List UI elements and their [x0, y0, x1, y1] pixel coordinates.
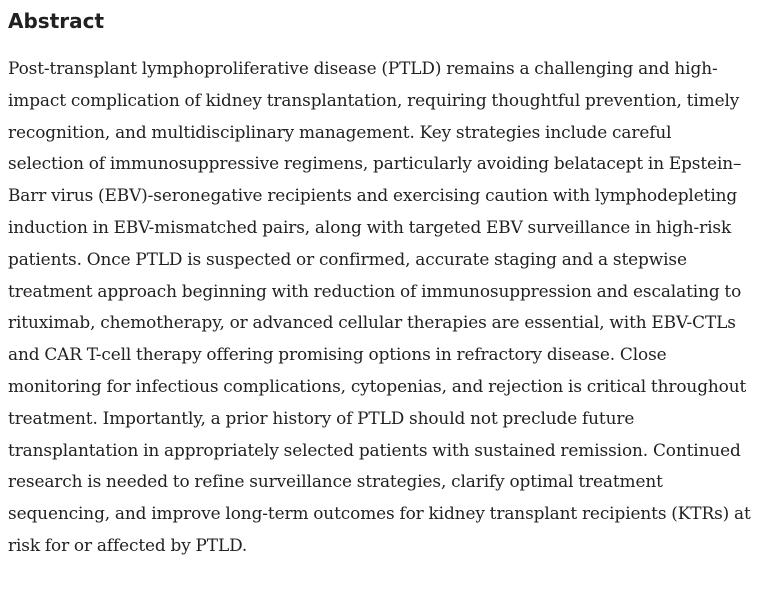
abstract-body-text: Post-transplant lymphoproliferative disease (PTLD) remains a challenging and high-impact complication of kidney transplantation, requiring thoughtful prevention, timely recognition, and multidisciplinary management. Key strategies include careful selection of immunosuppressive regimens, particularly avoiding belatacept in Epstein–Barr virus (EBV)-seronegative recipients and exercising caution with lymphodepleting induction in EBV-mismatched pairs, along with targeted EBV surveillance in high-risk patients. Once PTLD is suspected or confirmed, accurate staging and a stepwise treatment approach beginning with reduction of immunosuppression and escalating to rituximab, chemotherapy, or advanced cellular therapies are essential, with EBV-CTLs and CAR T-cell therapy offering promising options in refractory disease. Close monitoring for infectious complications, cytopenias, and rejection is critical throughout treatment. Importantly, a prior history of PTLD should not preclude future transplantation in appropriately selected patients with sustained remission. Continued research is needed to refine surveillance strategies, clarify optimal treatment sequencing, and improve long-term outcomes for kidney transplant recipients (KTRs) at risk for or affected by PTLD. [8, 58, 751, 555]
abstract-heading: Abstract [8, 9, 105, 33]
